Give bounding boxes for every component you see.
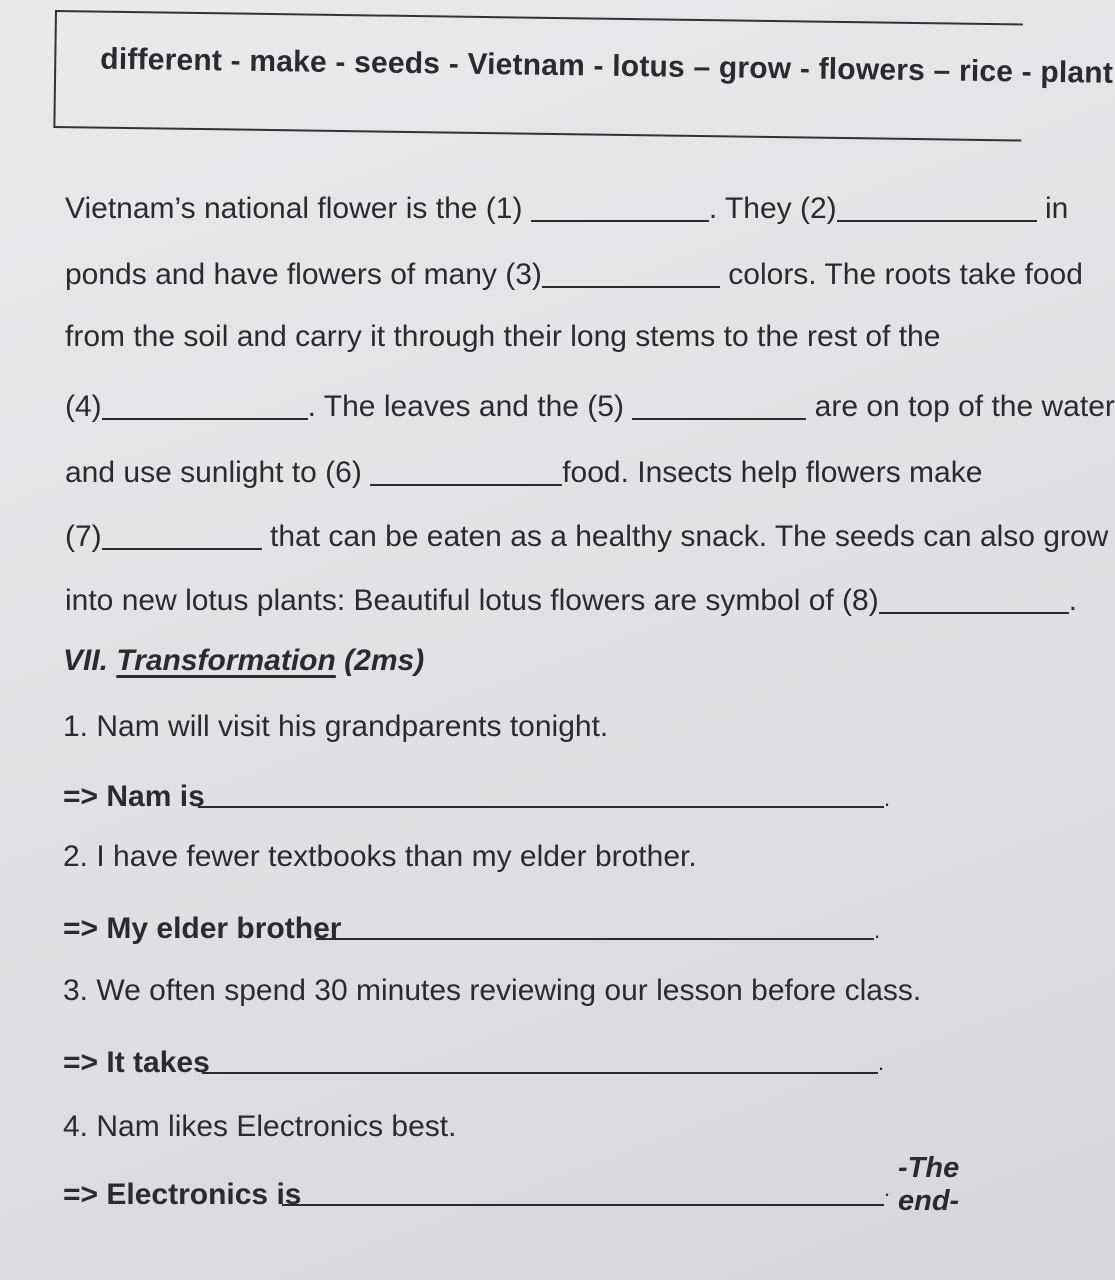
passage-text: in	[1044, 192, 1069, 225]
section-heading	[63, 646, 424, 676]
passage-text: that can be eaten as a healthy snack. The seeds can also grow	[270, 520, 1109, 553]
passage-line-4	[65, 388, 1115, 422]
passage-text: . They (2)	[708, 192, 837, 225]
answer-end-dot: .	[878, 1050, 885, 1075]
blank-1[interactable]	[531, 190, 709, 222]
answer-prompt-4: => Electronics is	[63, 1178, 302, 1211]
passage-line-3: from the soil and carry it through their long stems to the rest of the	[65, 320, 941, 353]
passage-text: Vietnam’s national flower is the (1)	[65, 192, 523, 225]
passage-text: (7)	[65, 520, 102, 553]
passage-line-1	[65, 190, 1068, 224]
blank-7[interactable]	[102, 518, 262, 550]
passage-line-5	[65, 454, 982, 488]
blank-8[interactable]	[879, 582, 1069, 614]
question-3: 3. We often spend 30 minutes reviewing our lesson before class.	[63, 974, 922, 1007]
passage-text: . The leaves and the (5)	[307, 390, 624, 423]
passage-line-6	[65, 518, 1108, 552]
answer-end-dot: .	[874, 918, 881, 943]
end-text: -The end-	[898, 1152, 960, 1217]
answer-line-4[interactable]	[282, 1204, 884, 1206]
blank-5[interactable]	[632, 388, 806, 420]
blank-6[interactable]	[370, 454, 562, 486]
section-title: Transformation	[116, 644, 336, 677]
passage-line-2	[65, 256, 1083, 290]
passage-text: colors. The roots take food	[728, 258, 1083, 291]
answer-line-2[interactable]	[316, 938, 874, 940]
section-number: VII.	[63, 644, 117, 677]
question-4: 4. Nam likes Electronics best.	[63, 1110, 457, 1143]
word-bank-box	[53, 10, 1114, 142]
passage-text: .	[1068, 584, 1078, 617]
question-1: 1. Nam will visit his grandparents tonight.	[63, 710, 609, 743]
answer-line-1[interactable]	[198, 806, 884, 808]
answer-prompt-2: => My elder brother	[63, 912, 342, 945]
passage-text: and use sunlight to (6)	[65, 456, 362, 489]
answer-prompt-3: => It takes	[63, 1046, 210, 1079]
passage-text: ponds and have flowers of many (3)	[65, 258, 542, 291]
answer-end-dot: .	[884, 786, 891, 811]
blank-2[interactable]	[837, 190, 1037, 222]
passage-line-7	[65, 582, 1077, 616]
blank-4[interactable]	[102, 388, 308, 420]
word-bank-words: different - make - seeds - Vietnam - lotus – grow - flowers – rice - plant	[100, 42, 1114, 90]
answer-prompt-1: => Nam is	[63, 780, 205, 813]
passage-text: (4)	[65, 390, 102, 423]
answer-line-3[interactable]	[202, 1072, 878, 1074]
passage-text: food. Insects help flowers make	[562, 456, 983, 489]
passage-text: into new lotus plants: Beautiful lotus flowers are symbol of (8)	[65, 584, 879, 617]
answer-end-dot: .	[884, 1176, 891, 1201]
blank-3[interactable]	[542, 256, 720, 288]
section-marks: (2ms)	[335, 644, 425, 677]
passage-text: are on top of the water	[814, 390, 1115, 423]
question-2: 2. I have fewer textbooks than my elder brother.	[63, 840, 697, 873]
